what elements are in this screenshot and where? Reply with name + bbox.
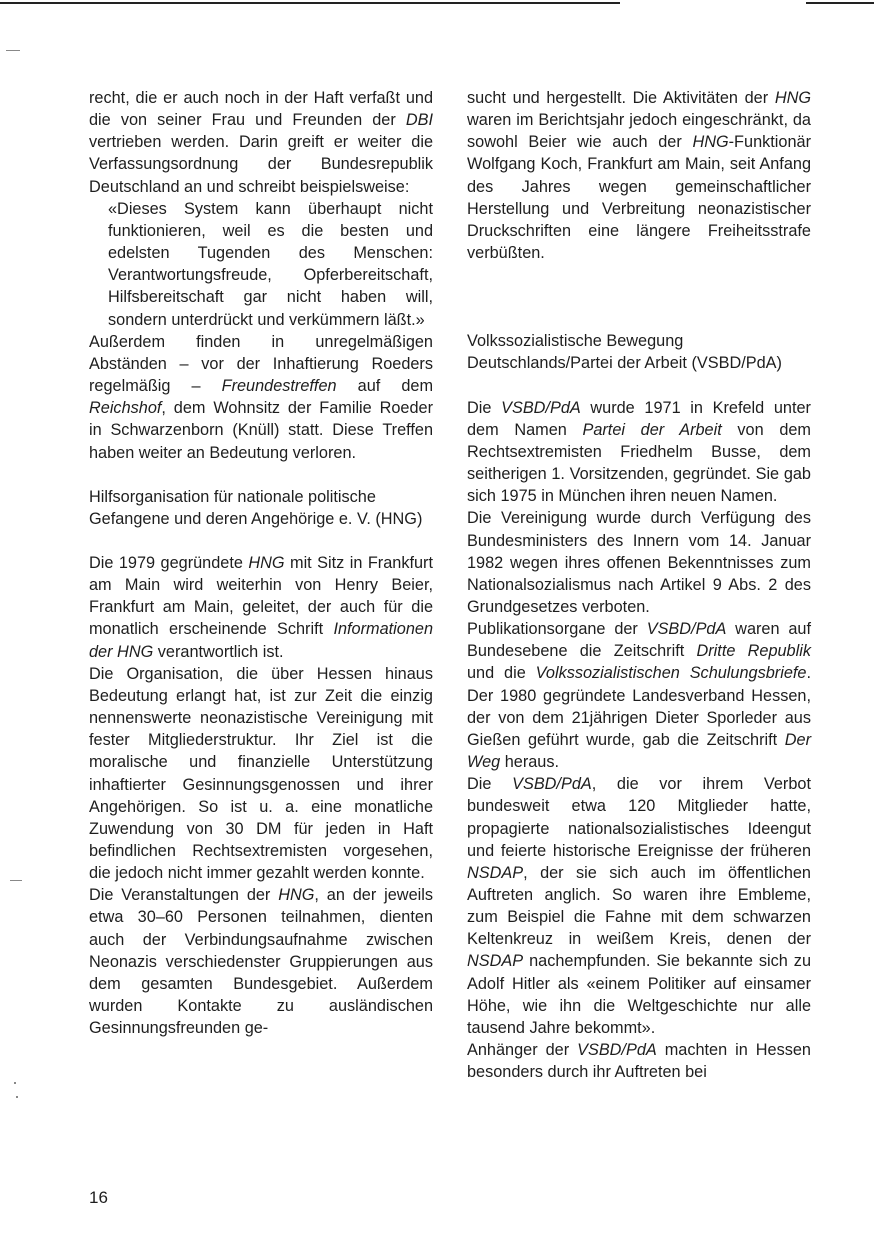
- right-text-column: [467, 87, 811, 1083]
- italic-term: VSBD/PdA: [577, 1041, 657, 1060]
- paragraph: Die VSBD/PdA wurde 1971 in Krefeld unter dem Namen Partei der Arbeit von dem Rechtsextremisten Friedhelm Busse, dem seitherigen 1. Vorsitzenden, gegründet. Sie gab sich 1975 in München ihren neuen Namen.: [467, 398, 811, 506]
- paragraph: Außerdem finden in unregelmäßigen Abständen – vor der Inhaftierung Roeders regelmäßig – Freundestreffen auf dem Reichshof, dem Wohnsitz der Familie Roeder in Schwarzenborn (Knüll) statt. Diese Treffen haben weiter an Bedeutung verloren.: [89, 332, 434, 462]
- italic-term: HNG: [774, 89, 811, 107]
- italic-term: Volkssozialistischen Schulungsbriefe: [535, 664, 807, 683]
- top-rule-left: [0, 2, 620, 4]
- left-text-column: [89, 87, 433, 1039]
- italic-term: NSDAP: [467, 863, 524, 882]
- scan-mark: [10, 880, 22, 881]
- paragraph: Anhänger der VSBD/PdA machten in Hessen besonders durch ihr Auftreten bei: [467, 1041, 811, 1082]
- italic-term: VSBD/PdA: [646, 620, 727, 639]
- paragraph: Die VSBD/PdA, die vor ihrem Verbot bundesweit etwa 120 Mitglieder hatte, propagierte nationalsozialistisches Ideengut und feierte historische Ereignisse der früheren NSDAP, der sie sich auch im öffentlichen Auftreten anglich. So waren ihre Embleme, zum Beispiel die Fahne mit dem schwarzen Keltenkreuz in weißem Kreis, denen der NSDAP nachempfunden. Sie bekannte sich zu Adolf Hitler als «einem Politiker auf einsamer Höhe, wie ihn die Weltgeschichte nur alle tausend Jahre bekommt».: [467, 775, 811, 1037]
- italic-term: VSBD/PdA: [501, 398, 581, 417]
- paragraph: Publikationsorgane der VSBD/PdA waren auf Bundesebene die Zeitschrift Dritte Republik und die Volkssozialistischen Schulungsbriefe. Der 1980 gegründete Landesverband Hessen, der von dem 21jährigen Dieter Sporleder aus Gießen geführt wurde, gab die Zeitschrift Der Weg heraus.: [467, 620, 811, 772]
- italic-term: Dritte Republik: [696, 642, 811, 661]
- italic-term: DBI: [405, 111, 433, 130]
- paragraph: Die 1979 gegründete HNG mit Sitz in Frankfurt am Main wird weiterhin von Henry Beier, Frankfurt am Main, geleitet, der auch für die monatlich erscheinende Schrift Informationen der HNG verantwortlich ist.: [89, 553, 433, 661]
- italic-term: HNG: [248, 553, 285, 572]
- italic-term: Partei der Arbeit: [582, 420, 722, 439]
- scan-mark: [14, 1082, 16, 1084]
- italic-term: Der Weg: [467, 730, 811, 772]
- section-heading-vsbd: Volkssozialistische Bewegung Deutschlands/Partei der Arbeit (VSBD/PdA): [467, 332, 782, 373]
- italic-term: Reichshof: [89, 399, 162, 418]
- paragraph: Die Veranstaltungen der HNG, an der jeweils etwa 30–60 Personen teilnahmen, dienten auch der Verbindungsaufnahme zwischen Neonazis verschiedenster Gruppierungen aus dem gesamten Bundesgebiet. Außerdem wurden Kontakte zu ausländischen Gesinnungsfreunden ge-: [89, 886, 433, 1038]
- scan-mark: [16, 1096, 18, 1098]
- section-heading-hng: Hilfsorganisation für nationale politische Gefangene und deren Angehörige e. V. (HNG): [89, 487, 423, 528]
- paragraph: sucht und hergestellt. Die Aktivitäten der HNG waren im Berichtsjahr jedoch eingeschränkt, da sowohl Beier wie auch der HNG-Funktionär Wolfgang Koch, Frankfurt am Main, seit Anfang des Jahres wegen gemeinschaftlicher Herstellung und Verbreitung neonazistischer Druckschriften eine längere Freiheitsstrafe verbüßten.: [467, 89, 811, 263]
- italic-term: HNG: [278, 886, 315, 905]
- italic-term: NSDAP: [467, 952, 524, 971]
- top-rule-right: [806, 2, 874, 4]
- paragraph: Die Organisation, die über Hessen hinaus Bedeutung erlangt hat, ist zur Zeit die einzig nennenswerte neonazistische Vereinigung mit fester Mitgliederstruktur. Ihr Ziel ist die moralische und finanzielle Unterstützung inhaftierter Gesinnungsgenossen und ihrer Angehörigen. So ist u. a. eine monatliche Zuwendung von 30 DM für jeden in Haft befindlichen Rechtsextremisten vorgesehen, die jedoch nicht immer gezahlt werden konnte.: [89, 664, 433, 883]
- italic-term: Freundestreffen: [221, 377, 337, 396]
- italic-term: Informationen der HNG: [89, 620, 433, 661]
- paragraph: recht, die er auch noch in der Haft verfaßt und die von seiner Frau und Freunden der DBI vertrieben werden. Darin greift er weiter die Verfassungsordnung der Bundesrepublik Deutschland an und schreibt beispielsweise:: [89, 89, 433, 196]
- scan-mark: [6, 50, 20, 51]
- italic-term: VSBD/PdA: [512, 775, 592, 794]
- paragraph: Die Vereinigung wurde durch Verfügung des Bundesministers des Innern vom 14. Januar 1982 wegen ihres offenen Bekenntnisses zum Nationalsozialismus nach Artikel 9 Abs. 2 des Grundgesetzes verboten.: [467, 509, 811, 616]
- italic-term: HNG: [692, 133, 729, 152]
- block-quote: «Dieses System kann überhaupt nicht funktionieren, weil es die besten und edelsten Tugenden des Menschen: Verantwortungsfreude, Opferbereitschaft, Hilfsbereitschaft gar nicht haben will, sondern unterdrückt und verkümmern läßt.»: [108, 199, 433, 329]
- page-number: 16: [89, 1188, 108, 1207]
